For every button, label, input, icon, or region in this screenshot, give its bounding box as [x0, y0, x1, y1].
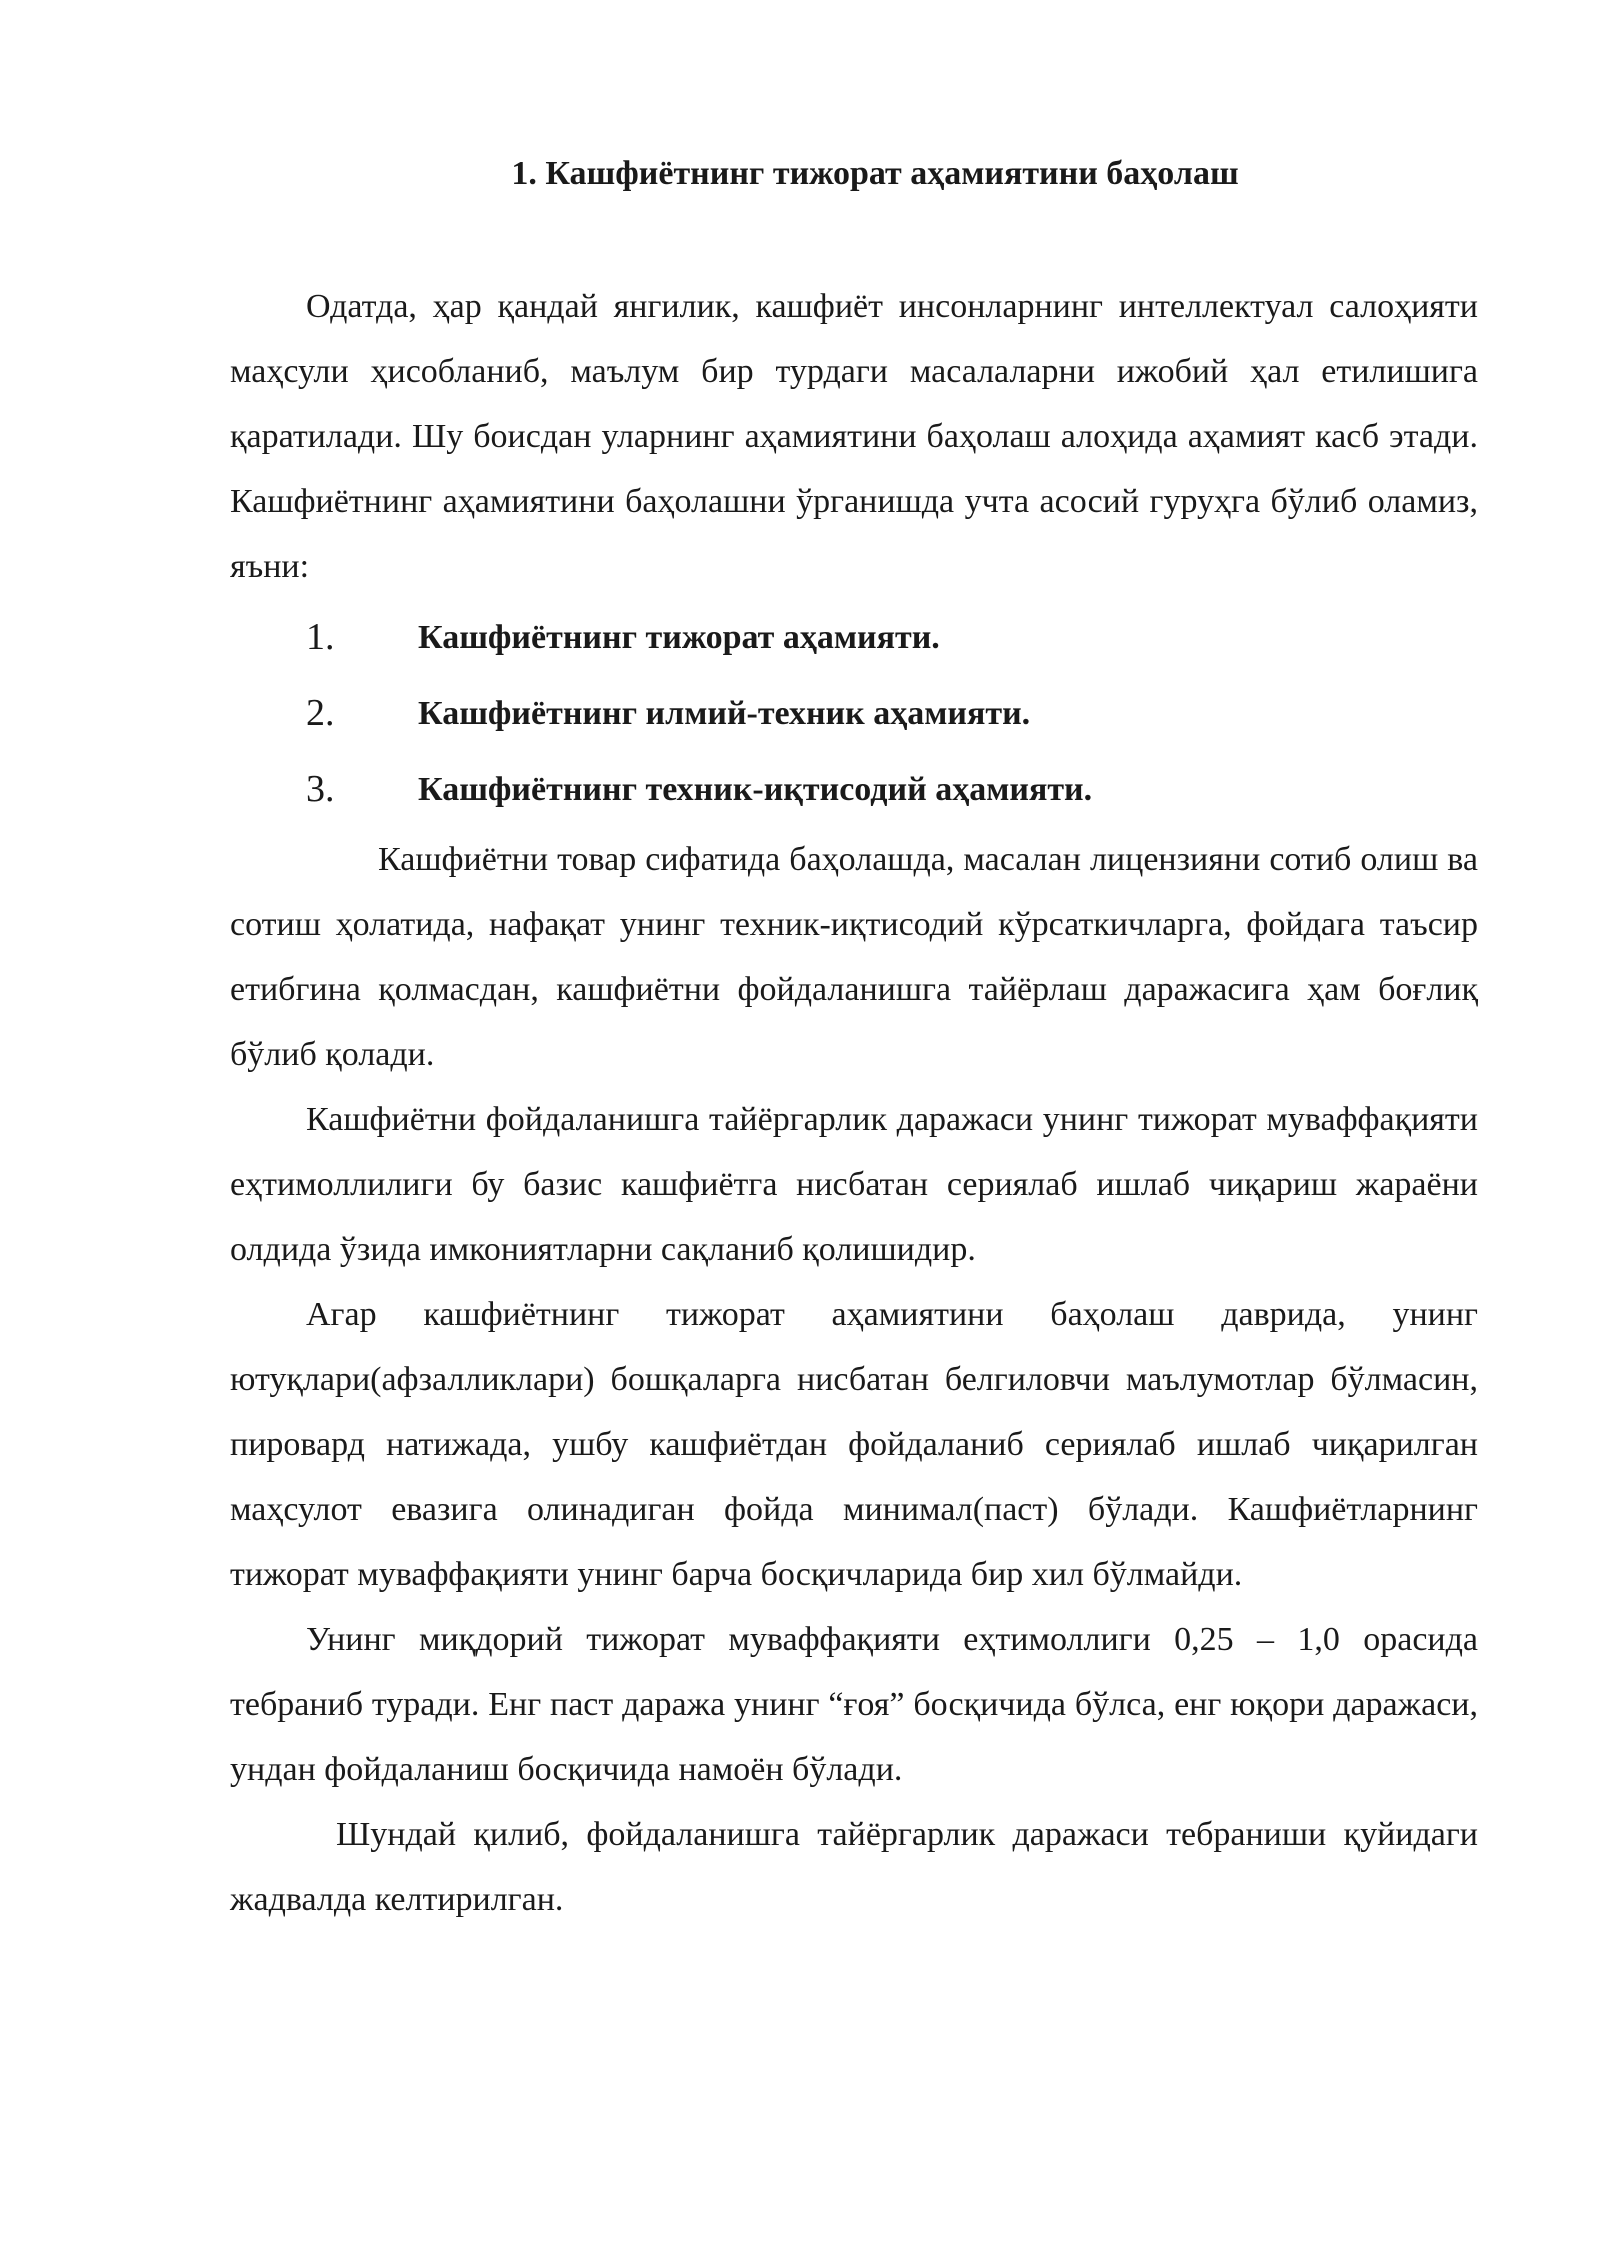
list-item — [230, 599, 1478, 675]
list-item-number: 2. — [306, 691, 335, 734]
document-body — [230, 274, 1478, 1932]
intro-paragraph: Одатда, ҳар қандай янгилик, кашфиёт инсонларнинг интеллектуал салоҳияти маҳсули ҳисобланиб, маълум бир турдаги масалаларни ижобий ҳал етилишига қаратилади. Шу боисдан уларнинг аҳамиятини баҳолаш алоҳида аҳамият касб этади. Кашфиётнинг аҳамиятини баҳолашни ўрганишда учта асосий гуруҳга бўлиб оламиз, яъни: — [230, 288, 1478, 585]
list-item-label: Кашфиётнинг илмий-техник аҳамияти. — [418, 694, 1031, 732]
paragraph-probability: Унинг миқдорий тижорат муваффақияти еҳтимоллиги 0,25 – 1,0 орасида тебраниб туради. Енг паст даража унинг “ғоя” босқичида бўлса, енг юқори даражаси, ундан фойдаланиш босқичида намоён бўлади. — [230, 1621, 1478, 1788]
significance-list — [230, 599, 1478, 827]
list-item — [230, 751, 1478, 827]
list-item-number: 3. — [306, 767, 335, 810]
paragraph-advantages: Агар кашфиётнинг тижорат аҳамиятини баҳолаш даврида, унинг ютуқлари(афзалликлари) бошқаларга нисбатан белгиловчи маълумотлар бўлмасин, пировард натижада, ушбу кашфиётдан фойдаланиб сериялаб ишлаб чиқарилган маҳсулот евазига олинадиган фойда минимал(паст) бўлади. Кашфиётларнинг тижорат муваффақияти унинг барча босқичларида бир хил бўлмайди. — [230, 1296, 1478, 1593]
list-item-number: 1. — [306, 615, 335, 658]
paragraph-valuation: Кашфиётни товар сифатида баҳолашда, масалан лицензияни сотиб олиш ва сотиш ҳолатида, нафақат унинг техник-иқтисодий кўрсаткичларга, фойдага таъсир етибгина қолмасдан, кашфиётни фойдаланишга тайёрлаш даражасига ҳам боғлиқ бўлиб қолади. — [230, 841, 1478, 1073]
section-heading: 1. Кашфиётнинг тижорат аҳамиятини баҳолаш — [511, 155, 1239, 192]
list-item — [230, 675, 1478, 751]
list-item-label: Кашфиётнинг техник-иқтисодий аҳамияти. — [418, 770, 1093, 808]
paragraph-conclusion: Шундай қилиб, фойдаланишга тайёргарлик даражаси тебраниши қуйидаги жадвалда келтирилган. — [230, 1816, 1478, 1918]
paragraph-readiness: Кашфиётни фойдаланишга тайёргарлик даражаси унинг тижорат муваффақияти еҳтимоллилиги бу базис кашфиётга нисбатан сериялаб ишлаб чиқариш жараёни олдида ўзида имкониятларни сақланиб қолишидир. — [230, 1101, 1478, 1268]
list-item-label: Кашфиётнинг тижорат аҳамияти. — [418, 618, 940, 656]
